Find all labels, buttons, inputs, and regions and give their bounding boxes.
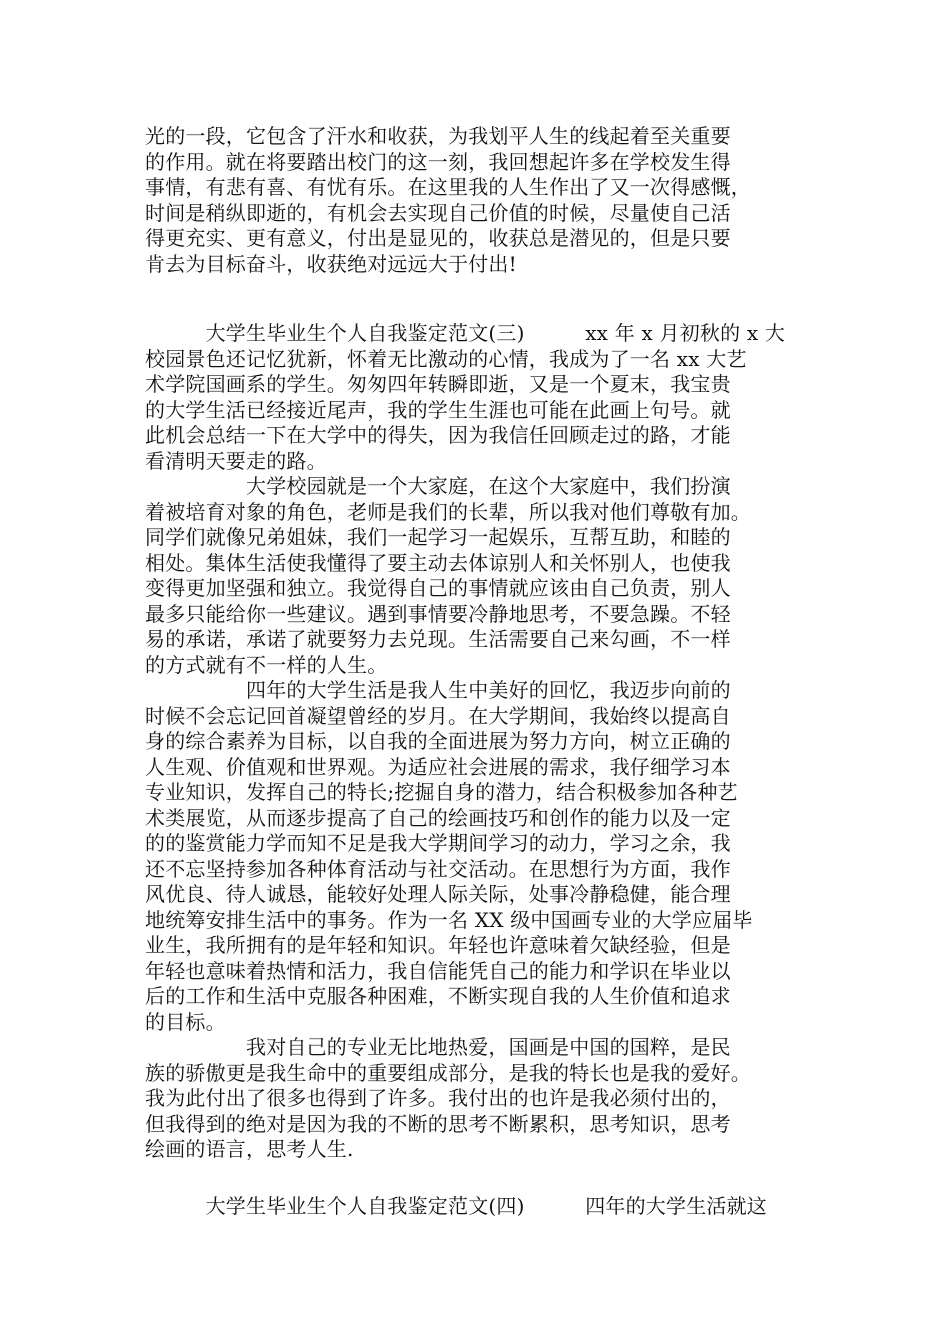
text-line: 风优良、待人诚恳，能较好处理人际关际，处事冷静稳健，能合理 xyxy=(145,882,731,906)
text-line: 相处。集体生活使我懂得了要主动去体谅别人和关怀别人，也使我 xyxy=(145,550,731,575)
text-line: 此机会总结一下在大学中的得失，因为我信任回顾走过的路，才能 xyxy=(145,423,731,447)
text-line: 地统筹安排生活中的事务。作为一名 XX 级中国画专业的大学应届毕 xyxy=(145,907,753,932)
text-line: 专业知识，发挥自己的特长;挖掘自身的潜力，结合积极参加各种艺 xyxy=(145,780,738,804)
text-line: 最多只能给你一些建议。遇到事情要冷静地思考，不要急躁。不轻 xyxy=(145,601,731,626)
text-line: 看清明天要走的路。 xyxy=(145,448,327,473)
text-line: 业生，我所拥有的是年轻和知识。年轻也许意味着欠缺经验，但是 xyxy=(145,933,731,957)
paragraph-block-2 xyxy=(145,321,845,1163)
text-line: 的目标。 xyxy=(145,1009,226,1034)
text-line: 易的承诺，承诺了就要努力去兑现。生活需要自己来勾画，不一样 xyxy=(145,627,731,651)
paragraph-block-3 xyxy=(145,1194,845,1220)
text-line: 族的骄傲更是我生命中的重要组成部分，是我的特长也是我的爱好。 xyxy=(145,1060,751,1085)
text-line: 肯去为目标奋斗，收获绝对远远大于付出! xyxy=(145,251,517,276)
text-line: 后的工作和生活中克服各种困难，不断实现自我的人生价值和追求 xyxy=(145,984,731,1008)
text-line: 身的综合素养为目标，以自我的全面进展为努力方向，树立正确的 xyxy=(145,729,731,753)
text-line: 光的一段，它包含了汗水和收获，为我划平人生的线起着至关重要 xyxy=(145,124,731,148)
text-line: 四年的大学生活是我人生中美好的回忆，我迈步向前的 xyxy=(145,678,731,702)
text-line: 变得更加坚强和独立。我觉得自己的事情就应该由自己负责，别人 xyxy=(145,576,731,600)
section-heading-line: 大学生毕业生个人自我鉴定范文(四) 四年的大学生活就这 xyxy=(145,1194,768,1218)
text-line: 年轻也意味着热情和活力，我自信能凭自己的能力和学识在毕业以 xyxy=(145,958,731,983)
text-line: 着被培育对象的角色，老师是我们的长辈，所以我对他们尊敬有加。 xyxy=(145,499,751,524)
paragraph-block-1 xyxy=(145,124,845,277)
text-line: 时候不会忘记回首凝望曾经的岁月。在大学期间，我始终以提高自 xyxy=(145,703,731,728)
text-line: 术学院国画系的学生。匆匆四年转瞬即逝，又是一个夏末，我宝贵 xyxy=(145,372,731,396)
text-line: 术类展览，从而逐步提高了自己的绘画技巧和创作的能力以及一定 xyxy=(145,805,731,830)
text-line: 同学们就像兄弟姐妹，我们一起学习一起娱乐，互帮互助，和睦的 xyxy=(145,525,731,549)
text-line: 我为此付出了很多也得到了许多。我付出的也许是我必须付出的， xyxy=(145,1086,731,1110)
text-line: 时间是稍纵即逝的，有机会去实现自己价值的时候，尽量使自己活 xyxy=(145,200,731,225)
text-line: 还不忘坚持参加各种体育活动与社交活动。在思想行为方面，我作 xyxy=(145,856,731,881)
text-line: 的方式就有不一样的人生。 xyxy=(145,652,388,677)
text-line: 事情，有悲有喜、有忧有乐。在这里我的人生作出了又一次得感慨， xyxy=(145,175,751,199)
text-line: 得更充实、更有意义，付出是显见的，收获总是潜见的，但是只要 xyxy=(145,226,731,250)
text-line: 的作用。就在将要踏出校门的这一刻，我回想起许多在学校发生得 xyxy=(145,149,731,174)
text-line: 我对自己的专业无比地热爱，国画是中国的国粹，是民 xyxy=(145,1035,731,1059)
text-line: 校园景色还记忆犹新，怀着无比激动的心情，我成为了一名 xx 大艺 xyxy=(145,346,747,371)
text-line: 绘画的语言，思考人生. xyxy=(145,1137,354,1161)
text-line: 的大学生活已经接近尾声，我的学生生涯也可能在此画上句号。就 xyxy=(145,397,731,422)
text-line: 但我得到的绝对是因为我的不断的思考不断累积，思考知识，思考 xyxy=(145,1111,731,1136)
section-heading-line: 大学生毕业生个人自我鉴定范文(三) xx 年 x 月初秋的 x 大 xyxy=(145,321,786,345)
text-line: 大学校园就是一个大家庭，在这个大家庭中，我们扮演 xyxy=(145,474,731,498)
text-line: 的的鉴赏能力学而知不足是我大学期间学习的动力，学习之余，我 xyxy=(145,831,731,855)
text-line: 人生观、价值观和世界观。为适应社会进展的需求，我仔细学习本 xyxy=(145,754,731,779)
